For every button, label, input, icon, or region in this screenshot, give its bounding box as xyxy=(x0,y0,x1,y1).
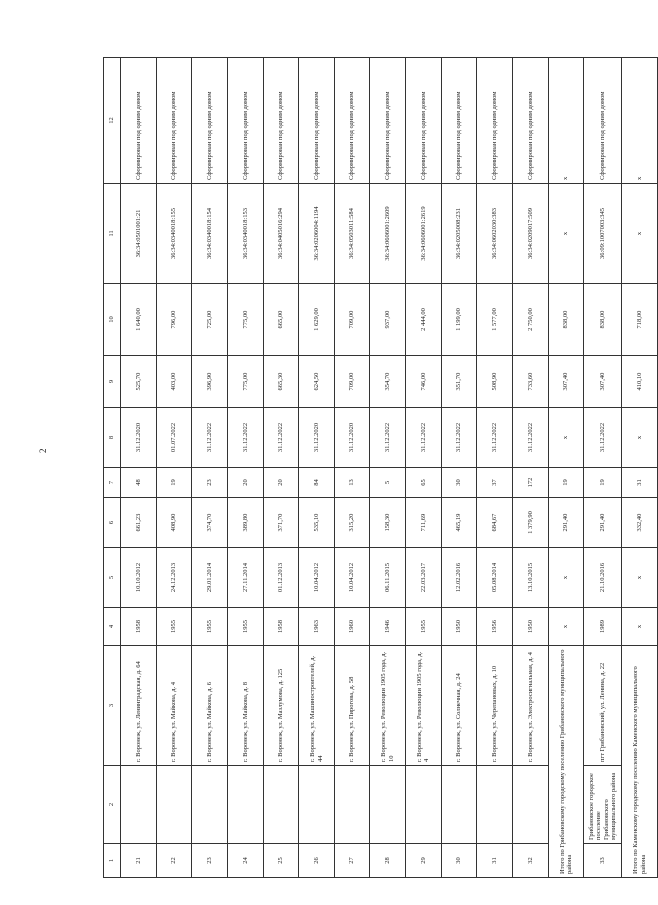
cell-n: 26 xyxy=(299,844,335,878)
cell-area: 374,70 xyxy=(192,498,228,548)
cell-deadline: 31.12.2022 xyxy=(477,408,513,468)
cell-cadastral: 36:34:0503011:584 xyxy=(334,184,370,284)
cell-status: Сформирован под одним домом xyxy=(299,58,335,184)
cell-address: г. Воронеж, ул. Майкова, д. 8 xyxy=(227,646,263,766)
cell-year: 1956 xyxy=(477,608,513,646)
table-row xyxy=(263,58,299,878)
cell-address: г. Воронеж, ул. Майкова, д. 4 xyxy=(156,646,192,766)
cell-settlement xyxy=(441,766,477,844)
table-row xyxy=(441,58,477,878)
cell-n: 29 xyxy=(406,844,442,878)
cell-status: Сформирован под одним домом xyxy=(156,58,192,184)
cell-cost: 1 199,00 xyxy=(441,284,477,356)
cell-address: пгт Грибановский, ул. Ленина, д. 22 xyxy=(584,646,622,766)
column-header: 2 xyxy=(104,766,121,844)
cell-status: Сформирован под одним домом xyxy=(334,58,370,184)
cell-area2: 746,00 xyxy=(406,356,442,408)
cell-people: 19 xyxy=(156,468,192,498)
cell-n: 32 xyxy=(513,844,549,878)
cell-date: 01.12.2013 xyxy=(263,548,299,608)
cell-area: 684,67 xyxy=(477,498,513,548)
cell-cadastral: 36:34:0206004:1194 xyxy=(299,184,335,284)
cell-n: 21 xyxy=(121,844,157,878)
cell-cost: 1 577,00 xyxy=(477,284,513,356)
cell-area2: 665,30 xyxy=(263,356,299,408)
cell-cadastral: 36:34:0606001:2609 xyxy=(370,184,406,284)
cell-people: 19 xyxy=(548,468,584,498)
cell-date: 10.04.2012 xyxy=(299,548,335,608)
cell-address: г. Воронеж, ул. Ленинградская, д. 64 xyxy=(121,646,157,766)
cell-date: 10.04.2012 xyxy=(334,548,370,608)
cell-area: 1 379,90 xyxy=(513,498,549,548)
cell-settlement xyxy=(227,766,263,844)
cell-area2: 410,10 xyxy=(622,356,658,408)
cell-date: 13.10.2015 xyxy=(513,548,549,608)
cell-year: 1989 xyxy=(584,608,622,646)
cell-n: 28 xyxy=(370,844,406,878)
table-row xyxy=(299,58,335,878)
header-row xyxy=(104,58,121,878)
cell-date: 05.08.2014 xyxy=(477,548,513,608)
cell-settlement xyxy=(121,766,157,844)
cell-status: Сформирован под одним домом xyxy=(406,58,442,184)
cell-deadline: 31.12.2022 xyxy=(263,408,299,468)
cell-cost: 718,00 xyxy=(622,284,658,356)
cell-area2: 508,90 xyxy=(477,356,513,408)
cell-settlement xyxy=(477,766,513,844)
cell-cadastral: х xyxy=(548,184,584,284)
cell-deadline: 31.12.2022 xyxy=(441,408,477,468)
cell-address: г. Воронеж, ул. Майкова, д. 6 xyxy=(192,646,228,766)
cell-date: 06.11.2015 xyxy=(370,548,406,608)
cell-area2: 354,70 xyxy=(370,356,406,408)
total-row xyxy=(622,58,658,878)
cell-settlement xyxy=(299,766,335,844)
cell-deadline: 31.12.2022 xyxy=(513,408,549,468)
cell-people: 30 xyxy=(441,468,477,498)
column-header: 9 xyxy=(104,356,121,408)
column-header: 12 xyxy=(104,58,121,184)
cell-year: 1955 xyxy=(227,608,263,646)
cell-people: 84 xyxy=(299,468,335,498)
cell-year: х xyxy=(622,608,658,646)
cell-date: 10.10.2012 xyxy=(121,548,157,608)
cell-area: 389,80 xyxy=(227,498,263,548)
cell-cadastral: х xyxy=(622,184,658,284)
table-body xyxy=(121,58,658,878)
cell-status: Сформирован под одним домом xyxy=(584,58,622,184)
cell-people: 31 xyxy=(622,468,658,498)
cell-status: Сформирован под одним домом xyxy=(477,58,513,184)
cell-settlement xyxy=(513,766,549,844)
cell-people: 5 xyxy=(370,468,406,498)
cell-year: 1950 xyxy=(441,608,477,646)
cell-status: Сформирован под одним домом xyxy=(513,58,549,184)
cell-status: Сформирован под одним домом xyxy=(192,58,228,184)
cell-area: 291,40 xyxy=(548,498,584,548)
cell-year: 1955 xyxy=(192,608,228,646)
table-row xyxy=(121,58,157,878)
cell-n: 33 xyxy=(584,844,622,878)
cell-cost: 796,00 xyxy=(156,284,192,356)
cell-cost: 1 640,00 xyxy=(121,284,157,356)
cell-settlement: Грибановское городское поселение Грибановского муниципального района xyxy=(584,766,622,844)
cell-year: 1960 xyxy=(334,608,370,646)
cell-n: 22 xyxy=(156,844,192,878)
cell-deadline: 31.12.2020 xyxy=(334,408,370,468)
cell-deadline: 31.12.2022 xyxy=(370,408,406,468)
page-number: 2 xyxy=(38,448,48,453)
cell-date: х xyxy=(548,548,584,608)
table-row xyxy=(513,58,549,878)
column-header: 8 xyxy=(104,408,121,468)
cell-deadline: х xyxy=(622,408,658,468)
column-header: 4 xyxy=(104,608,121,646)
cell-cost: 709,00 xyxy=(334,284,370,356)
cell-area2: 624,50 xyxy=(299,356,335,408)
cell-area: 535,10 xyxy=(299,498,335,548)
cell-status: х xyxy=(622,58,658,184)
cell-area: 371,70 xyxy=(263,498,299,548)
cell-settlement xyxy=(263,766,299,844)
column-header: 11 xyxy=(104,184,121,284)
cell-settlement xyxy=(370,766,406,844)
column-header: 1 xyxy=(104,844,121,878)
cell-status: Сформирован под одним домом xyxy=(370,58,406,184)
cell-n: 24 xyxy=(227,844,263,878)
cell-area: 291,40 xyxy=(584,498,622,548)
cell-area: 661,23 xyxy=(121,498,157,548)
cell-status: х xyxy=(548,58,584,184)
cell-year: 1963 xyxy=(299,608,335,646)
cell-address: г. Воронеж, ул. Черепановых, д. 10 xyxy=(477,646,513,766)
column-header: 3 xyxy=(104,646,121,766)
cell-n: 31 xyxy=(477,844,513,878)
cell-area2: 351,70 xyxy=(441,356,477,408)
cell-cost: 725,00 xyxy=(192,284,228,356)
cell-people: 19 xyxy=(584,468,622,498)
cell-area: 465,19 xyxy=(441,498,477,548)
cell-area2: 307,40 xyxy=(548,356,584,408)
column-header: 5 xyxy=(104,548,121,608)
cell-n: 27 xyxy=(334,844,370,878)
cell-date: 12.02.2016 xyxy=(441,548,477,608)
cell-area: 315,20 xyxy=(334,498,370,548)
cell-status: Сформирован под одним домом xyxy=(121,58,157,184)
cell-date: 27.11.2014 xyxy=(227,548,263,608)
cell-cadastral: 36:34:0340018:153 xyxy=(227,184,263,284)
cell-n: 25 xyxy=(263,844,299,878)
cell-address: г. Воронеж, ул. Мазлумова, д. 125 xyxy=(263,646,299,766)
cell-deadline: х xyxy=(548,408,584,468)
cell-deadline: 31.12.2022 xyxy=(584,408,622,468)
cell-cost: 775,00 xyxy=(227,284,263,356)
table-row xyxy=(192,58,228,878)
table-row xyxy=(477,58,513,878)
cell-year: 1958 xyxy=(263,608,299,646)
cell-year: 1955 xyxy=(156,608,192,646)
cell-area: 408,90 xyxy=(156,498,192,548)
table-row xyxy=(334,58,370,878)
cell-date: 29.01.2014 xyxy=(192,548,228,608)
column-header: 10 xyxy=(104,284,121,356)
cell-year: х xyxy=(548,608,584,646)
cell-date: 24.12.2013 xyxy=(156,548,192,608)
cell-people: 13 xyxy=(334,468,370,498)
cell-status: Сформирован под одним домом xyxy=(263,58,299,184)
cell-area2: 709,00 xyxy=(334,356,370,408)
cell-cadastral: 36:34:0405016:294 xyxy=(263,184,299,284)
column-header: 7 xyxy=(104,468,121,498)
cell-cadastral: 36:34:0602030:383 xyxy=(477,184,513,284)
cell-deadline: 31.12.2020 xyxy=(121,408,157,468)
table-row xyxy=(370,58,406,878)
cell-address: г. Воронеж, ул. Революции 1905 года, д. 10 xyxy=(370,646,406,766)
cell-status: Сформирован под одним домом xyxy=(227,58,263,184)
cell-year: 1955 xyxy=(406,608,442,646)
cell-cost: 2 444,00 xyxy=(406,284,442,356)
cell-year: 1950 xyxy=(513,608,549,646)
cell-people: 65 xyxy=(406,468,442,498)
cell-cost: 838,00 xyxy=(548,284,584,356)
cell-area2: 396,90 xyxy=(192,356,228,408)
housing-table xyxy=(103,57,658,878)
cell-people: 48 xyxy=(121,468,157,498)
cell-area: 711,69 xyxy=(406,498,442,548)
cell-people: 37 xyxy=(477,468,513,498)
cell-deadline: 31.12.2020 xyxy=(299,408,335,468)
cell-cost: 2 750,00 xyxy=(513,284,549,356)
cell-n: Итого по Каменскому городскому поселению Каменского муниципального района xyxy=(622,646,658,878)
table-row xyxy=(227,58,263,878)
cell-address: г. Воронеж, ул. Электросигнальная, д. 4 xyxy=(513,646,549,766)
cell-settlement xyxy=(156,766,192,844)
cell-cadastral: 36:09:1007003:345 xyxy=(584,184,622,284)
cell-settlement xyxy=(192,766,228,844)
cell-area2: 403,00 xyxy=(156,356,192,408)
cell-year: 1946 xyxy=(370,608,406,646)
table-row xyxy=(584,58,622,878)
cell-cadastral: 36:34:0606001:2619 xyxy=(406,184,442,284)
cell-area2: 525,70 xyxy=(121,356,157,408)
cell-cadastral: 36:34:0209017:509 xyxy=(513,184,549,284)
cell-settlement xyxy=(334,766,370,844)
cell-address: г. Воронеж, ул. Солнечная, д. 24 xyxy=(441,646,477,766)
cell-cost: 937,00 xyxy=(370,284,406,356)
cell-people: 20 xyxy=(263,468,299,498)
cell-area: 158,30 xyxy=(370,498,406,548)
cell-area2: 775,00 xyxy=(227,356,263,408)
table-row xyxy=(156,58,192,878)
cell-cost: 1 629,00 xyxy=(299,284,335,356)
cell-deadline: 01.07.2022 xyxy=(156,408,192,468)
total-row xyxy=(548,58,584,878)
cell-date: 22.03.2017 xyxy=(406,548,442,608)
cell-n: 30 xyxy=(441,844,477,878)
cell-date: х xyxy=(622,548,658,608)
cell-address: г. Воронеж, ул. Пирогова, д. 58 xyxy=(334,646,370,766)
cell-area2: 733,60 xyxy=(513,356,549,408)
cell-cadastral: 36:34:0205008:231 xyxy=(441,184,477,284)
cell-cost: 838,00 xyxy=(584,284,622,356)
cell-cadastral: 36:34:0501001:21 xyxy=(121,184,157,284)
cell-people: 20 xyxy=(227,468,263,498)
cell-n: 23 xyxy=(192,844,228,878)
cell-people: 172 xyxy=(513,468,549,498)
cell-date: 21.10.2016 xyxy=(584,548,622,608)
cell-settlement xyxy=(406,766,442,844)
cell-area: 332,40 xyxy=(622,498,658,548)
column-header: 6 xyxy=(104,498,121,548)
cell-deadline: 31.12.2022 xyxy=(406,408,442,468)
cell-n: Итого по Грибановскому городскому поселению Грибановского муниципального района xyxy=(548,646,584,878)
cell-cadastral: 36:34:0340018:155 xyxy=(156,184,192,284)
table-row xyxy=(406,58,442,878)
cell-cadastral: 36:34:0340018:154 xyxy=(192,184,228,284)
cell-status: Сформирован под одним домом xyxy=(441,58,477,184)
cell-address: г. Воронеж, ул. Революции 1905 года, д. 4 xyxy=(406,646,442,766)
cell-area2: 307,40 xyxy=(584,356,622,408)
cell-address: г. Воронеж, ул. Машиностроителей, д. 44 xyxy=(299,646,335,766)
cell-deadline: 31.12.2022 xyxy=(227,408,263,468)
cell-cost: 665,00 xyxy=(263,284,299,356)
cell-people: 23 xyxy=(192,468,228,498)
cell-year: 1958 xyxy=(121,608,157,646)
cell-deadline: 31.12.2022 xyxy=(192,408,228,468)
